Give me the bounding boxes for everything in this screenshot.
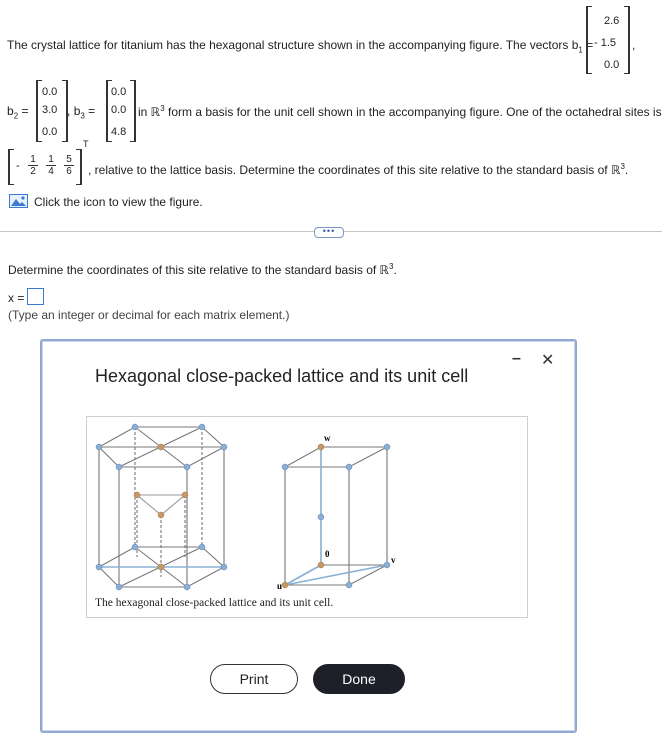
b3-entry-1: 0.0	[111, 86, 127, 98]
site-frac-2	[46, 154, 56, 177]
expand-button[interactable]: •••	[314, 227, 344, 238]
minimize-button[interactable]: –	[512, 350, 521, 367]
site-frac-1-den: 2	[28, 165, 38, 177]
b1-subscript: 1	[578, 45, 583, 55]
figure-frame	[86, 416, 528, 618]
done-button[interactable]: Done	[313, 664, 405, 694]
site-text-end: .	[624, 163, 629, 177]
figure-caption: The hexagonal close-packed lattice and its unit cell.	[95, 597, 334, 609]
basis-text-2: form a basis for the unit cell shown in the accompanying figure. One of the octahedral sites is	[167, 105, 662, 119]
label-zero: 0	[325, 549, 330, 559]
site-frac-1-num: 1	[30, 154, 36, 165]
b3-equals: =	[88, 104, 96, 118]
b3-label-group	[67, 104, 95, 120]
b2-equals: =	[21, 104, 29, 118]
site-minus: -	[16, 160, 20, 172]
label-u: u	[277, 581, 283, 591]
basis-text: in ℝ	[138, 105, 161, 119]
b1-matrix	[586, 6, 630, 74]
b3-entry-2: 0.0	[111, 104, 127, 116]
intro-text: The crystal lattice for titanium has the hexagonal structure shown in the accompanying figure. The vectors b	[7, 38, 579, 52]
figure-link[interactable]: Click the icon to view the figure.	[34, 195, 203, 209]
b2-entry-2: 3.0	[42, 104, 58, 116]
question-prompt-line	[8, 262, 397, 277]
b2-label: b	[7, 104, 14, 118]
site-frac-3	[64, 154, 74, 177]
site-frac-3-den: 6	[64, 165, 74, 177]
site-text: , relative to the lattice basis. Determine the coordinates of this site relative to the standard basis of ℝ	[88, 163, 621, 177]
modal-title: Hexagonal close-packed lattice and its unit cell	[95, 366, 469, 386]
close-button[interactable]: ✕	[541, 352, 555, 369]
site-frac-2-den: 4	[46, 165, 56, 177]
print-button[interactable]: Print	[210, 664, 298, 694]
b1-entry-2: - 1.5	[594, 37, 617, 49]
question-prompt-end: .	[393, 263, 397, 277]
image-icon[interactable]	[9, 194, 28, 208]
x-label: x =	[8, 291, 25, 305]
answer-hint: (Type an integer or decimal for each matrix element.)	[8, 308, 290, 322]
b2-subscript: 2	[13, 111, 19, 121]
label-w: w	[324, 433, 331, 443]
basis-superscript: 3	[160, 104, 165, 113]
intro-line	[7, 38, 593, 54]
b3-entry-3: 4.8	[111, 126, 127, 138]
b2-label-group	[7, 104, 29, 120]
b3-label: b	[73, 104, 81, 118]
site-frac-2-num: 1	[48, 154, 54, 165]
b3-subscript: 3	[80, 111, 85, 121]
b1-entry-3: 0.0	[604, 59, 620, 71]
b1-entry-1: 2.6	[604, 15, 620, 27]
label-v: v	[391, 555, 396, 565]
site-frac-1	[28, 154, 38, 177]
b2-entry-1: 0.0	[42, 86, 58, 98]
b1-comma: ,	[632, 38, 636, 52]
site-frac-3-num: 5	[66, 154, 72, 165]
site-vector	[8, 149, 82, 185]
site-line	[88, 162, 628, 177]
question-prompt: Determine the coordinates of this site relative to the standard basis of ℝ	[8, 263, 390, 277]
b2-entry-3: 0.0	[42, 126, 58, 138]
site-superscript: 3	[620, 162, 625, 171]
equals-sign: =	[586, 38, 594, 52]
question-superscript: 3	[389, 262, 394, 271]
answer-input[interactable]	[27, 288, 44, 305]
b2-comma: ,	[67, 104, 71, 118]
b3-matrix	[106, 80, 136, 142]
basis-line	[138, 104, 662, 119]
lattice-figure	[87, 417, 527, 617]
transpose-sup: T	[83, 139, 89, 149]
b2-matrix	[36, 80, 71, 142]
